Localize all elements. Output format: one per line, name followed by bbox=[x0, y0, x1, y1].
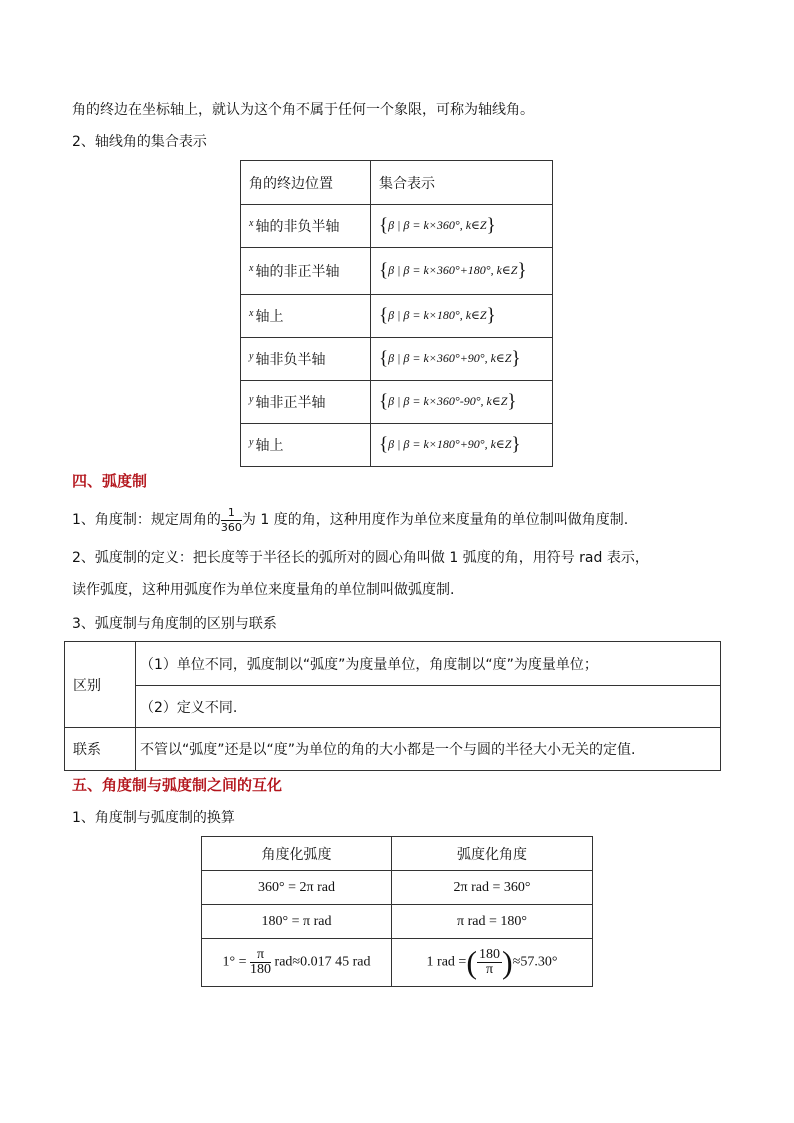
fraction-1-over-360 bbox=[221, 506, 242, 535]
axis-variable: x bbox=[249, 263, 254, 274]
table-row bbox=[65, 686, 721, 728]
section-4-paragraph-1 bbox=[72, 504, 628, 536]
section-4-heading: 四、弧度制 bbox=[72, 472, 148, 490]
table-row bbox=[65, 642, 721, 686]
set-expression: β | β = k×360°, k∈Z bbox=[388, 218, 487, 232]
table-row bbox=[241, 205, 553, 248]
fraction-denominator: 180 bbox=[250, 962, 272, 977]
conversion-table bbox=[201, 836, 593, 987]
axis-variable: x bbox=[249, 308, 254, 319]
fraction-180-over-pi bbox=[477, 948, 502, 977]
position-cell bbox=[241, 338, 371, 381]
fraction-numerator: 180 bbox=[478, 947, 500, 962]
position-cell bbox=[241, 381, 371, 424]
difference-label: 区别 bbox=[65, 642, 136, 728]
conversion-cell: 180° = π rad bbox=[202, 905, 392, 939]
table-row bbox=[202, 905, 593, 939]
fraction-numerator: π bbox=[250, 948, 271, 963]
fraction-denominator: 360 bbox=[220, 520, 242, 534]
fraction-pi-over-180 bbox=[250, 948, 271, 977]
table-row bbox=[202, 939, 593, 987]
position-text: 轴非正半轴 bbox=[255, 395, 326, 411]
conversion-cell: 360° = 2π rad bbox=[202, 871, 392, 905]
header-degree-to-radian: 角度化弧度 bbox=[202, 837, 392, 871]
header-radian-to-degree: 弧度化角度 bbox=[392, 837, 593, 871]
table-row bbox=[241, 424, 553, 467]
set-expression: β | β = k×360°-90°, k∈Z bbox=[388, 394, 508, 408]
table-row bbox=[241, 381, 553, 424]
section-2-title: 2、轴线角的集合表示 bbox=[72, 134, 207, 150]
axis-variable: y bbox=[249, 394, 254, 405]
fraction-denominator: π bbox=[485, 962, 494, 977]
table-row bbox=[241, 338, 553, 381]
position-text: 轴的非负半轴 bbox=[255, 219, 340, 235]
formula-text: rad≈0.017 45 rad bbox=[274, 954, 371, 970]
difference-item-1: （1）单位不同，弧度制以“弧度”为度量单位，角度制以“度”为度量单位； bbox=[136, 642, 721, 686]
link-text: 不管以“弧度”还是以“度”为单位的角的大小都是一个与圆的半径大小无关的定值. bbox=[136, 728, 721, 771]
set-expression: β | β = k×360°+90°, k∈Z bbox=[388, 351, 512, 365]
header-position: 角的终边位置 bbox=[241, 161, 371, 205]
section-4-paragraph-3: 3、弧度制与角度制的区别与联系 bbox=[72, 616, 277, 632]
set-cell: {β | β = k×360°+90°, k∈Z} bbox=[371, 338, 553, 381]
header-set: 集合表示 bbox=[371, 161, 553, 205]
formula-text: ≈57.30° bbox=[512, 954, 558, 970]
set-cell: {β | β = k×180°+90°, k∈Z} bbox=[371, 424, 553, 467]
set-cell: {β | β = k×360°+180°, k∈Z} bbox=[371, 248, 553, 295]
table-header-row bbox=[241, 161, 553, 205]
set-expression: β | β = k×360°+180°, k∈Z bbox=[388, 263, 518, 277]
table-row bbox=[202, 871, 593, 905]
section-4-paragraph-2-line-2: 读作弧度，这种用弧度作为单位来度量角的单位制叫做弧度制. bbox=[72, 582, 455, 598]
difference-table bbox=[64, 641, 721, 771]
conversion-cell: 1 rad =( $\frac{180}{\pi}$ )≈57.30° bbox=[392, 939, 593, 987]
link-label: 联系 bbox=[65, 728, 136, 771]
section-5-paragraph-1: 1、角度制与弧度制的换算 bbox=[72, 810, 235, 826]
axis-variable: y bbox=[249, 437, 254, 448]
table-header-row bbox=[202, 837, 593, 871]
position-text: 轴上 bbox=[255, 438, 284, 454]
set-cell: {β | β = k×360°, k∈Z} bbox=[371, 205, 553, 248]
axis-variable: x bbox=[249, 218, 254, 229]
set-cell: {β | β = k×180°, k∈Z} bbox=[371, 295, 553, 338]
paragraph-text: 为 1 度的角，这种用度作为单位来度量角的单位制叫做角度制. bbox=[241, 512, 629, 528]
position-cell bbox=[241, 248, 371, 295]
axis-angle-table bbox=[240, 160, 553, 467]
position-text: 轴上 bbox=[255, 309, 284, 325]
position-cell bbox=[241, 424, 371, 467]
position-cell bbox=[241, 295, 371, 338]
set-expression: β | β = k×180°, k∈Z bbox=[388, 308, 487, 322]
fraction-numerator: 1 bbox=[221, 506, 242, 521]
conversion-cell: 2π rad = 360° bbox=[392, 871, 593, 905]
section-4-paragraph-2-line-1: 2、弧度制的定义：把长度等于半径长的弧所对的圆心角叫做 1 弧度的角，用符号 rad 表示， bbox=[72, 550, 649, 566]
axis-variable: y bbox=[249, 351, 254, 362]
position-text: 轴的非正半轴 bbox=[255, 264, 340, 280]
formula-text: 1 rad = bbox=[426, 954, 467, 970]
table-row bbox=[65, 728, 721, 771]
table-row bbox=[241, 248, 553, 295]
set-expression: β | β = k×180°+90°, k∈Z bbox=[388, 437, 512, 451]
conversion-cell bbox=[202, 939, 392, 987]
formula-text: 1° = bbox=[222, 954, 247, 970]
paragraph-text: 1、角度制：规定周角的 bbox=[72, 512, 221, 528]
table-row bbox=[241, 295, 553, 338]
conversion-cell: π rad = 180° bbox=[392, 905, 593, 939]
intro-paragraph: 角的终边在坐标轴上，就认为这个角不属于任何一个象限，可称为轴线角。 bbox=[72, 102, 534, 118]
difference-item-2: （2）定义不同. bbox=[136, 686, 721, 728]
position-cell bbox=[241, 205, 371, 248]
section-5-heading: 五、角度制与弧度制之间的互化 bbox=[72, 776, 283, 794]
set-cell: {β | β = k×360°-90°, k∈Z} bbox=[371, 381, 553, 424]
position-text: 轴非负半轴 bbox=[255, 352, 326, 368]
